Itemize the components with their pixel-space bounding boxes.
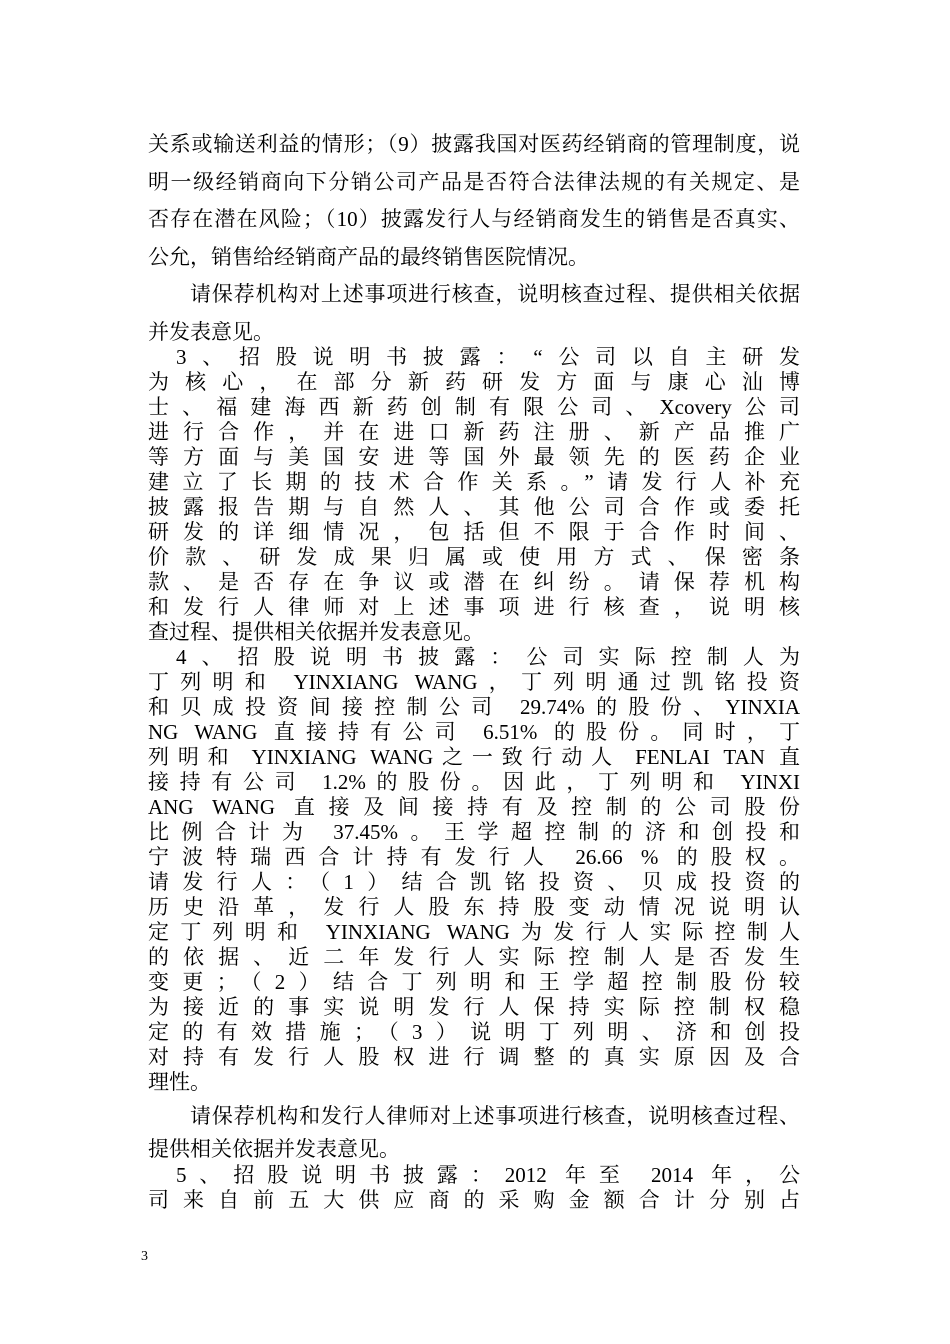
text-line: 建立了长期的技术合作关系。”请发行人补充 [148,470,800,494]
text-line: 司来自前五大供应商的采购金额合计分别占 [148,1188,800,1212]
text-line: ANG WANG 直接及间接持有及控制的公司股份 [148,795,800,819]
paragraph-block-item-5 [148,1163,800,1213]
text-line: 4、招股说明书披露：公司实际控制人为 [176,645,800,669]
text-line: 士、福建海西新药创制有限公司、Xcovery公司 [148,395,800,419]
text-line: 对持有发行人股权进行调整的真实原因及合 [148,1045,800,1069]
paragraph-block-verification-request [148,1100,800,1166]
text-line: 比例合计为 37.45%。王学超控制的济和创投和 [148,820,800,844]
text-line: 为核心，在部分新药研发方面与康心汕博 [148,370,800,394]
text-line: 否存在潜在风险；（10）披露发行人与经销商发生的销售是否真实、 [148,207,800,232]
text-line: 3、招股说明书披露：“公司以自主研发 [176,345,800,369]
text-line: 提供相关依据并发表意见。 [148,1137,400,1161]
paragraph-block-distributors [148,126,800,352]
text-line: 披露报告期与自然人、其他公司合作或委托 [148,495,800,519]
text-line: 查过程、提供相关依据并发表意见。 [148,620,484,644]
text-line: 定丁列明和 YINXIANG WANG为发行人实际控制人 [148,920,800,944]
text-line: 列明和 YINXIANG WANG之一致行动人 FENLAI TAN 直 [148,745,800,769]
text-line: 并发表意见。 [148,319,274,344]
text-line: 关系或输送利益的情形；（9）披露我国对医药经销商的管理制度，说 [148,132,800,156]
text-line: 丁列明和 YINXIANG WANG，丁列明通过凯铭投资 [148,670,800,694]
text-line: 历史沿革，发行人股东持股变动情况说明认 [148,895,800,919]
text-line: 定的有效措施；（3）说明丁列明、济和创投 [148,1020,800,1044]
text-line: 公允，销售给经销商产品的最终销售医院情况。 [148,244,589,269]
text-line: 款、是否存在争议或潜在纠纷。请保荐机构 [148,570,800,594]
text-line: NG WANG 直接持有公司 6.51% 的股份。同时，丁 [148,720,800,744]
text-line: 进行合作，并在进口新药注册、新产品推广 [148,420,800,444]
text-line: 等方面与美国安进等国外最领先的医药企业 [148,445,800,469]
text-line: 价款、研发成果归属或使用方式、保密条 [148,545,800,569]
text-line: 为接近的事实说明发行人保持实际控制权稳 [148,995,800,1019]
paragraph-block-items-3-4 [148,345,800,1095]
text-line: 5、招股说明书披露：2012 年至 2014 年，公 [176,1163,800,1187]
text-line: 和发行人律师对上述事项进行核查，说明核 [148,595,800,619]
text-line: 接持有公司 1.2%的股份。因此，丁列明和 YINXI [148,770,800,794]
text-line: 请保荐机构对上述事项进行核查，说明核查过程、提供相关依据 [190,282,800,307]
text-line: 明一级经销商向下分销公司产品是否符合法律法规的有关规定、是 [148,169,800,194]
text-line: 理性。 [148,1070,211,1094]
text-line: 的依据、近二年发行人实际控制人是否发生 [148,945,800,969]
page-number: 3 [141,1249,148,1264]
text-line: 研发的详细情况，包括但不限于合作时间、 [148,520,800,544]
text-line: 请保荐机构和发行人律师对上述事项进行核查，说明核查过程、 [190,1104,800,1128]
text-line: 宁波特瑞西合计持有发行人 26.66 % 的股权。 [148,845,800,869]
text-line: 和贝成投资间接控制公司 29.74%的股份、YINXIA [148,695,800,719]
text-line: 请发行人：（1）结合凯铭投资、贝成投资的 [148,870,800,894]
text-line: 变更；（2）结合丁列明和王学超控制股份较 [148,970,800,994]
